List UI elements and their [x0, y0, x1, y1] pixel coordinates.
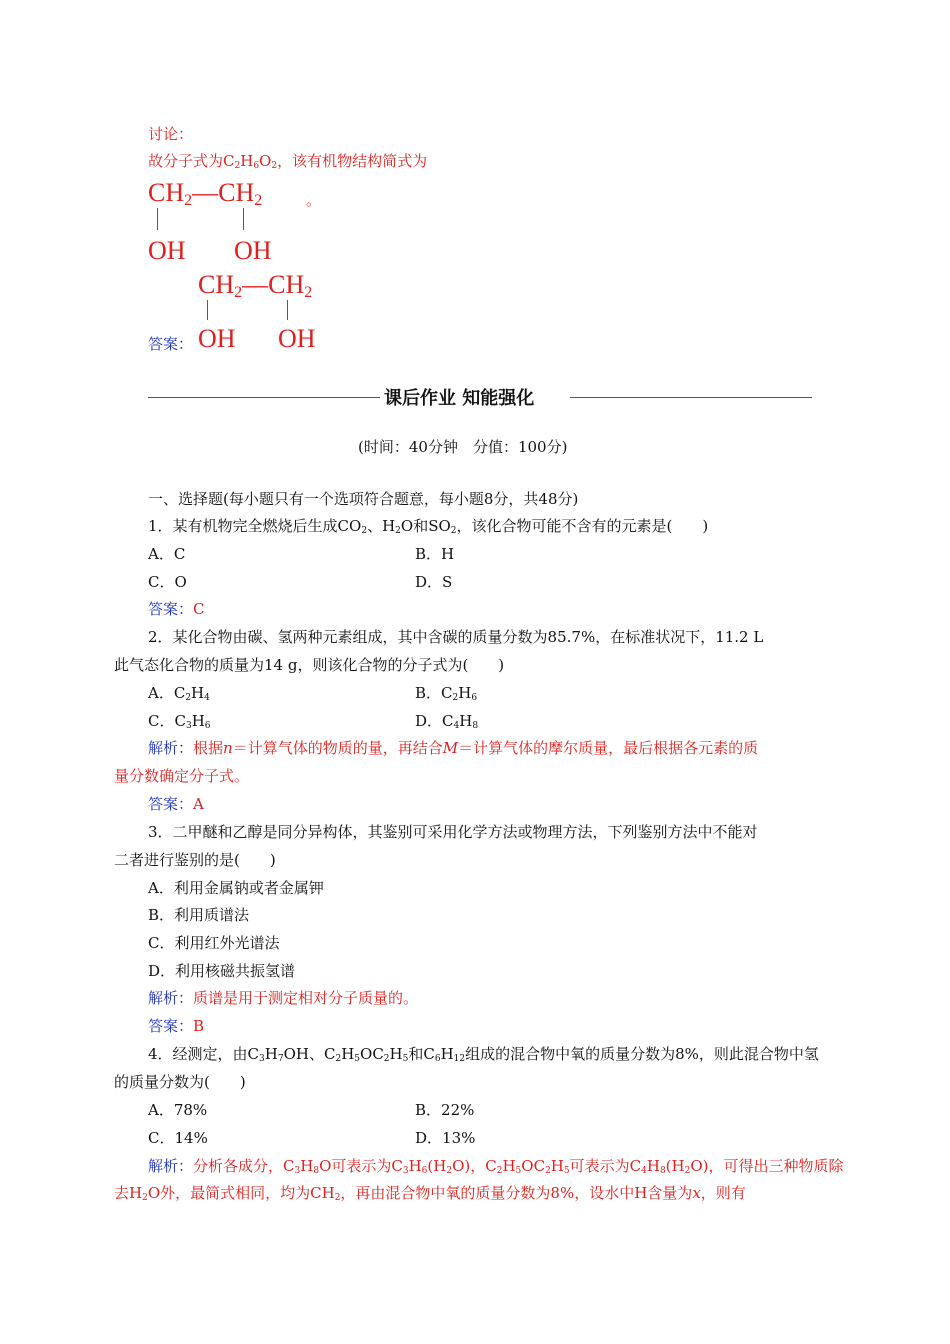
- structure-oh-right: OH: [278, 324, 316, 353]
- bond-line: [243, 208, 244, 230]
- q4-option-d: D．13%: [415, 1129, 476, 1147]
- structure-oh-left: OH: [198, 324, 236, 353]
- q3-option-d: D．利用核磁共振氢谱: [148, 962, 296, 980]
- q1-option-c: C．O: [148, 573, 187, 591]
- structure-oh-right: OH: [234, 236, 272, 265]
- q3-option-b: B．利用质谱法: [148, 906, 250, 924]
- q2-analysis-line1: 解析：根据n＝计算气体的物质的量，再结合M＝计算气体的摩尔质量，最后根据各元素的质: [148, 739, 759, 757]
- q4-option-c: C．14%: [148, 1129, 208, 1147]
- q1-stem: 1．某有机物完全燃烧后生成$CO_2$、$H_2O$和$SO_2$，该化合物可能不含有的元素是( ): [148, 517, 709, 536]
- q4-option-b: B．22%: [415, 1101, 475, 1119]
- structure-period: 。: [306, 191, 322, 209]
- q2-option-d: D．$C_4H_8$: [415, 712, 479, 731]
- section-title: 课后作业 知能强化: [384, 388, 535, 409]
- part1-heading: 一、选择题(每小题只有一个选项符合题意，每小题8分，共48分): [148, 490, 579, 508]
- structure-top-row: $CH_2—CH_2$: [148, 178, 263, 209]
- q1-option-b: B．H: [415, 545, 455, 563]
- answer-label: 答案：: [148, 335, 194, 353]
- q2-option-c: C．$C_3H_6$: [148, 712, 211, 731]
- q3-option-a: A．利用金属钠或者金属钾: [148, 879, 324, 897]
- structure-top-row: $CH_2—CH_2$: [198, 270, 313, 301]
- q2-option-b: B．$C_2H_6$: [415, 684, 478, 703]
- bond-line: [287, 300, 288, 320]
- divider-right: [570, 397, 812, 398]
- q4-analysis-line2: 去$H_2O$外，最简式相同，均为$CH_2$，再由混合物中氧的质量分数为8%，设水中H含量为x，则有: [114, 1184, 746, 1203]
- q3-stem-line2: 二者进行鉴别的是( ): [114, 851, 276, 869]
- time-info: (时间：40分钟 分值：100分): [358, 438, 568, 456]
- q4-stem-line1: 4．经测定，由$C_3H_7OH$、$C_2H_5OC_2H_5$和$C_6H_{12}$组成的混合物中氧的质量分数为8%，则此混合物中氢: [148, 1045, 819, 1064]
- q2-stem-line2: 此气态化合物的质量为14 g，则该化合物的分子式为( ): [114, 656, 505, 674]
- q4-stem-line2: 的质量分数为( ): [114, 1073, 246, 1091]
- q3-stem-line1: 3．二甲醚和乙醇是同分异构体，其鉴别可采用化学方法或物理方法，下列鉴别方法中不能对: [148, 823, 758, 841]
- structure-oh-left: OH: [148, 236, 186, 265]
- q1-option-d: D．S: [415, 573, 453, 591]
- bond-line: [207, 300, 208, 320]
- q3-answer: 答案：B: [148, 1017, 205, 1035]
- q2-answer: 答案：A: [148, 795, 204, 813]
- q4-option-a: A．78%: [148, 1101, 208, 1119]
- q3-option-c: C．利用红外光谱法: [148, 934, 280, 952]
- q3-analysis: 解析：质谱是用于测定相对分子质量的。: [148, 989, 419, 1007]
- q1-option-a: A．C: [148, 545, 186, 563]
- bond-line: [157, 208, 158, 230]
- discussion-formula-line: 故分子式为$C_2H_6O_2$，该有机物结构简式为: [148, 152, 428, 171]
- q2-option-a: A．$C_2H_4$: [148, 684, 210, 703]
- q4-analysis-line1: 解析：分析各成分，$C_3H_8O$可表示为$C_3H_6(H_2O)$，$C_2H_5OC_2H_5$可表示为$C_4H_8(H_2O)$，可得出三种物质除: [148, 1157, 844, 1176]
- q1-answer: 答案：C: [148, 600, 205, 618]
- q2-stem-line1: 2．某化合物由碳、氢两种元素组成，其中含碳的质量分数为85.7%，在标准状况下，11.2 L: [148, 628, 764, 646]
- divider-left: [148, 397, 380, 398]
- q2-analysis-line2: 量分数确定分子式。: [114, 767, 250, 785]
- discussion-label: 讨论：: [148, 125, 194, 143]
